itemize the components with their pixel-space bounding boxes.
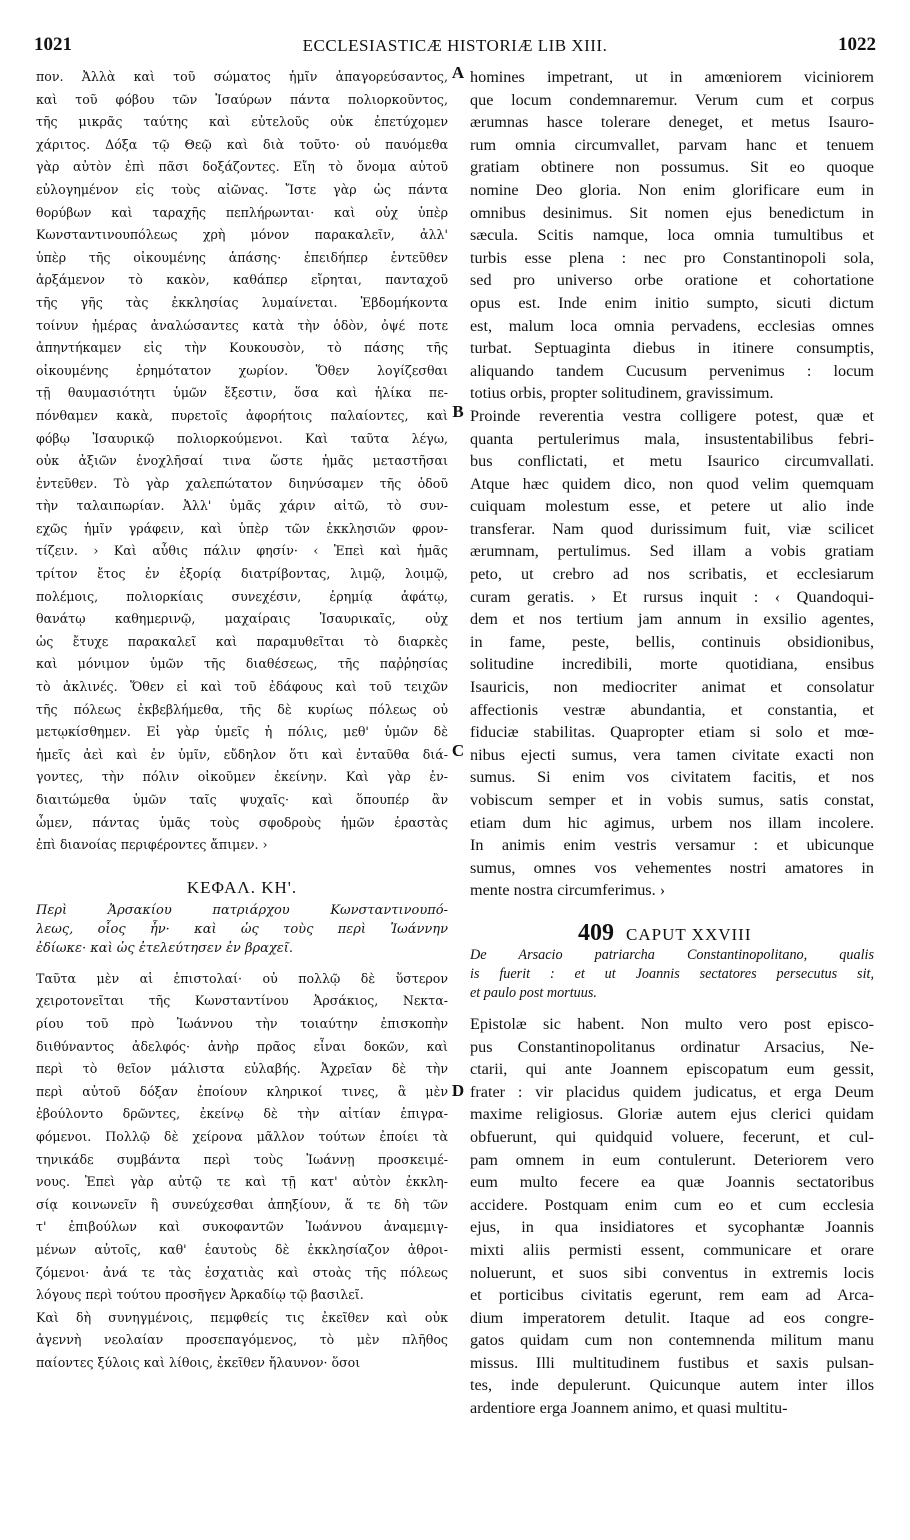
text-line: et paulo post mortuus. xyxy=(470,984,597,1001)
text-line: bus conflictati, et metu Isaurico circumvallati. xyxy=(470,452,874,471)
text-line: mixti aliis permisti essent, communicare et orare xyxy=(470,1240,874,1259)
text-line: cuiquam molestum esse, et petere ut alio inde xyxy=(470,497,874,516)
greek-chapter-title: ΚΕΦΑΛ. ΚΗ'. xyxy=(186,877,298,897)
text-line: Atque hæc quidem dico, non quod velim quemquam xyxy=(470,474,874,493)
text-line: ἐντεῦθεν. Τὸ γὰρ χαλεπώτατον διηνύσαμεν τῆς ὁδοῦ xyxy=(36,475,448,491)
margin-letter-d: D xyxy=(451,1081,465,1100)
text-line: τῆς μικρᾶς ταύτης καὶ εὐτελοῦς οὐκ ἐπετύχομεν xyxy=(36,114,448,130)
text-line: opus est. Inde enim initio sumpto, sicuti dictum xyxy=(470,293,874,312)
text-line: γοντες, τὴν πόλιν οἰκοῦμεν ἐκείνην. Καὶ γὰρ ἐν- xyxy=(36,769,448,785)
margin-letter-a: A xyxy=(451,63,465,82)
text-line: transferar. Nam quod durissimum fuit, viæ scilicet xyxy=(470,519,874,538)
text-line: ἡμεῖς ἀεὶ καὶ ἐν ὑμῖν, εὔδηλον ὅτι καὶ ἐνταῦθα διά- xyxy=(36,746,448,762)
text-line: σίᾳ κοινωνεῖν ἢ συνεύχεσθαι ἀπηξίουν, ἅ τε δὴ τῶν xyxy=(36,1196,448,1212)
text-line: nibus ejecti sumus, vera tamen civitate exacti non xyxy=(470,745,874,764)
text-line: περὶ τὸ θεῖον μάλιστα εὐλαβής. Ἀχρεῖαν δὲ τὴν xyxy=(36,1061,448,1077)
text-line: sumus. Si enim vos civitatem facitis, et nos xyxy=(470,768,874,787)
text-line: gatos quidam cum non contemnenda militum manu xyxy=(470,1331,874,1350)
margin-letter-c: C xyxy=(451,741,465,760)
text-line: gratiam obtinere non possumus. Sit eo quoque xyxy=(470,158,874,177)
text-line: ἐπὶ διανοίας περιφέροντες ἄπιμεν. › xyxy=(36,837,268,853)
text-line: De Arsacio patriarcha Constantinopolitano, qualis xyxy=(470,946,874,963)
text-line: quanta pertulerimus mala, insustentabilibus febri- xyxy=(470,429,874,448)
latin-text-block-2 xyxy=(470,1013,874,1420)
text-line: ἀρξάμενον τὸ κακὸν, καθάπερ εἴρηται, πανταχοῦ xyxy=(36,272,448,288)
text-line: rum omnia circumvallet, parvam hanc et tenuem xyxy=(470,135,874,154)
text-line: τῆς πόλεως ἐκβεβλήμεθα, τῆς δὲ κυρίως πόλεως οὐ xyxy=(36,701,448,717)
text-line: χειροτονεῖται τῆς Κωνσταντίνου Ἀρσάκιος, Νεκτα- xyxy=(36,993,448,1009)
text-line: οἰκουμένης ἐρημότατον χωρίον. Ὅθεν λογίζεσθαι xyxy=(36,362,448,378)
latin-chapter-subtitle xyxy=(470,946,874,1003)
text-line: Epistolæ sic habent. Non multo vero post episco- xyxy=(470,1014,874,1033)
text-line: obfuerunt, qui quidquid voluere, fecerunt, et cul- xyxy=(470,1127,874,1146)
text-line: in fame, peste, bellis, continuis obsidionibus, xyxy=(470,632,874,651)
text-line: frater : vir placidus quidem judicatus, et erga Deum xyxy=(470,1082,874,1101)
running-title: ECCLESIASTICÆ HISTORIÆ LIB XIII. xyxy=(302,36,608,55)
text-line: ἀγεννὴ νεολαίαν προσεπαγόμενος, τὸ μὲν πλῆθος xyxy=(36,1332,448,1348)
text-line: aliquando tandem Cucusum pervenimus : locum xyxy=(470,361,874,380)
text-line: λεως, οἷος ἦν· καὶ ὡς τοὺς περὶ Ἰωάννην xyxy=(36,921,448,937)
text-line: τ' ἐπιβούλων καὶ συκοφαντῶν Ἰωάννου ἀναμεμιγ- xyxy=(36,1219,448,1235)
text-line: Proinde reverentia vestra colligere potest, quæ et xyxy=(470,406,874,425)
text-line: sæcula. Scitis namque, loca omnia tumultibus et xyxy=(470,226,874,245)
text-line: fiduciæ stabilitas. Quapropter etiam si solo et mœ- xyxy=(470,723,874,742)
text-line: περὶ αὐτοῦ δόξαν ἐποίουν κληρικοί τινες, ἃ μὲν xyxy=(36,1083,448,1099)
text-line: que locum condemnaremur. Verum cum et corpus xyxy=(470,90,874,109)
latin-text-block-1 xyxy=(470,66,874,902)
text-line: τῇ θαυμασιότητι ὑμῶν ἔξεστιν, ὅσα καὶ ἡλίκα πε- xyxy=(36,385,448,401)
text-line: accidere. Postquam enim cum eo et cum ecclesia xyxy=(470,1195,874,1214)
greek-chapter-subtitle xyxy=(36,901,448,958)
chapter-number: 409 xyxy=(578,919,614,946)
text-line: dium imperatorem detulit. Itaque ad eos congre- xyxy=(470,1308,874,1327)
text-line: vobiscum semper et in vobis sumus, satis constat, xyxy=(470,791,874,809)
latin-chapter-title: CAPUT XXVIII xyxy=(626,924,752,944)
text-line: μετῳκίσθημεν. Εἰ γὰρ ὑμεῖς ἡ πόλις, μεθ' ὑμῶν δὲ xyxy=(36,724,448,740)
text-line: peto, ut crebro ad nos scribatis, et ecclesiarum xyxy=(470,565,874,584)
text-line: παίοντες ξύλοις καὶ λίθοις, ἐκεῖθεν ἤλαυνον· ὅσοι xyxy=(36,1354,361,1370)
text-line: τρίτον ἔτος ἐν ἐξορίᾳ διατρίβοντας, λιμῷ, λοιμῷ, xyxy=(36,566,448,582)
text-line: turbat. Septuaginta diebus in itinere consumptis, xyxy=(470,339,874,358)
text-line: τοίνυν ἡμέρας ἀναλώσαντες κατὰ τὴν ὁδὸν, ὀψέ ποτε xyxy=(36,317,448,333)
text-line: pam omnem in eum contulerunt. Deteriorem vero xyxy=(470,1150,874,1169)
text-line: mente nostra circumferimus. › xyxy=(470,881,666,900)
text-line: ἀπηντήκαμεν εἰς τὴν Κουκουσὸν, τὸ πάσης τῆς xyxy=(36,340,448,356)
text-line: maxime religiosus. Gloriæ autem ejus clerici quidam xyxy=(470,1105,874,1124)
text-line: ὦμεν, πάντας ὑμᾶς τοὺς σφοδροὺς ἡμῶν ἐραστὰς xyxy=(36,814,448,830)
text-line: curam geratis. › Et rursus inquit : ‹ Quandoqui- xyxy=(470,587,874,606)
margin-letter-b: B xyxy=(452,402,464,421)
text-line: missus. Illi multitudinem fustibus et saxis pulsan- xyxy=(470,1353,874,1372)
text-line: ærumnam, pertulimus. Sed illam a vobis gratiam xyxy=(470,542,874,561)
text-line: is fuerit : et ut Joannis sectatores persecutus sit, xyxy=(470,965,874,982)
text-line: turbis esse plena : nec pro Constantinopoli sola, xyxy=(470,248,874,267)
text-line: eum multo fecere ea quæ Joannis sectatoribus xyxy=(470,1173,874,1192)
text-line: omnibus desinimus. Sit nomen ejus benedictum in xyxy=(470,203,874,222)
text-line: Ταῦτα μὲν αἱ ἐπιστολαί· οὐ πολλῷ δὲ ὕστερον xyxy=(36,970,448,986)
text-line: et porticibus civitatis egerunt, rem eam ad Arca- xyxy=(470,1286,874,1305)
text-line: τὴν ταλαιπωρίαν. Ἀλλ' ὑμᾶς χάριν αἰτῶ, τὸ συν- xyxy=(36,498,448,514)
text-line: φόβῳ Ἰσαυρικῷ πολιορκούμενοι. Καὶ ταῦτα λέγω, xyxy=(36,430,448,446)
text-line: εχῶς ἡμῖν γράφειν, καὶ ὑπὲρ τῶν ἐκκλησιῶν φρον- xyxy=(36,520,448,536)
text-line: In animis enim vestris versamur : et ubicunque xyxy=(470,836,874,855)
text-line: μένων αὐτοῖς, καθ' ἑαυτοὺς δὲ ἐκκλησίαζον ἀθροι- xyxy=(36,1241,448,1257)
latin-column xyxy=(470,66,874,1420)
text-line: διιθύναντος ἀδελφός· ἀνὴρ πρᾶος εἶναι δοκῶν, καὶ xyxy=(36,1038,448,1054)
text-line: θανάτῳ καθημερινῷ, μαχαίραις Ἰσαυρικαῖς, οὐχ xyxy=(36,611,448,627)
text-line: dem et nos tertium jam annum in exsilio agentes, xyxy=(470,610,874,629)
text-line: ρίου τοῦ πρὸ Ἰωάννου τὴν τοιαύτην ἐπισκοπὴν xyxy=(36,1015,448,1031)
text-line: homines impetrant, ut in amœniorem viciniorem xyxy=(470,68,874,86)
text-line: λόγους περὶ τούτου προσῆγεν Ἀρκαδίῳ τῷ βασιλεῖ. xyxy=(36,1287,364,1303)
text-line: ctarii, qui ante Joannem episcopatum eum gessit, xyxy=(470,1060,874,1079)
page-number-left: 1021 xyxy=(34,34,72,55)
text-line: ὡς ἔτυχε παρακαλεῖ καὶ παραμυθεῖται τὸ διαρκὲς xyxy=(36,633,448,649)
text-line: Κωνσταντινουπόλεως χρὴ μόνον παρακαλεῖν, ἀλλ' xyxy=(36,227,448,243)
text-line: διαιτώμεθα ὑμῶν ταῖς ψυχαῖς· καὶ ὅπουπέρ ἂν xyxy=(36,792,448,807)
text-line: εὐλογημένον εἰς τοὺς αἰῶνας. Ἴστε γὰρ ὡς πάντα xyxy=(36,181,448,197)
text-line: solitudine incredibili, morte quotidiana, ensibus xyxy=(470,655,874,674)
greek-text-block-2 xyxy=(36,968,448,1375)
text-line: νους. Ἐπεὶ γὰρ αὐτῷ τε καὶ τῇ κατ' αὐτὸν ἐκκλη- xyxy=(36,1174,448,1190)
text-line: Isauricis, non mediocriter animat et consolatur xyxy=(470,678,874,697)
text-line: totius orbis, propter solitudinem, gravissimum. xyxy=(470,384,774,403)
text-line: ærumnas hasce tolerare deneget, et metus Isauro- xyxy=(470,113,874,132)
text-line: tes, inde depulerunt. Quicunque autem inter illos xyxy=(470,1376,874,1395)
page-number-right: 1022 xyxy=(838,34,876,55)
text-line: sumus, omnes vos vehementes nostri amatores in xyxy=(470,858,874,877)
text-line: θορύβων καὶ ταραχῆς πεπλήρωνται· καὶ οὐχ ὑπὲρ xyxy=(36,204,448,220)
text-line: τῆς γῆς τὰς ἐκκλησίας λυμαίνεται. Ἑβδομήκοντα xyxy=(36,294,448,310)
text-line: etiam dum hic agimus, urbem nos illam incolere. xyxy=(470,813,874,832)
text-line: sed pro universo orbe oratione et cohortatione xyxy=(470,271,874,290)
greek-text-block-1 xyxy=(36,66,448,857)
text-line: affectionis vestræ abundantia, et constantia, et xyxy=(470,700,874,719)
text-line: noluerunt, et suos sibi conventus in extremis locis xyxy=(470,1263,874,1282)
text-line: ζόμενοι· ἀνά τε τὰς ἐσχατιὰς καὶ στοὰς τῆς πόλεως xyxy=(36,1264,448,1280)
text-line: ardentiore erga Joannem animo, et quasi multitu- xyxy=(470,1399,788,1418)
greek-column xyxy=(36,66,448,1374)
text-line: est, malum loca omnia pervadens, ecclesias omnes xyxy=(470,316,874,335)
text-line: πόνθαμεν κακὰ, πυρετοῖς ἀφορήτοις παλαίοντες, καὶ xyxy=(36,407,448,423)
text-line: οὐκ ἀξιῶν ἐνοχλῆσαί τινα ὥστε ἡμᾶς μεταστῆσαι xyxy=(36,453,448,469)
text-line: χάριτος. Δόξα τῷ Θεῷ καὶ διὰ τοῦτο· οὐ παυόμεθα xyxy=(36,136,448,152)
text-line: καὶ μόνιμον ὑμῶν τῆς διαθέσεως, τῆς παῤῥησίας xyxy=(36,656,448,672)
text-line: ejus, in qua insidiatores et sycophantæ Joannis xyxy=(470,1218,874,1237)
text-line: πον. Ἀλλὰ καὶ τοῦ σώματος ἡμῖν ἀπαγορεύσαντος, xyxy=(36,69,448,84)
text-line: nomine Deo gloria. Non enim glorificare eum in xyxy=(470,180,874,199)
text-line: τὸ ἀκλινές. Ὅθεν εἰ καὶ τοῦ ἐδάφους καὶ τοῦ τειχῶν xyxy=(36,679,448,695)
running-header xyxy=(28,34,882,64)
text-line: ἐδίωκε· καὶ ὡς ἐτελεύτησεν ἐν βραχεῖ. xyxy=(36,940,293,956)
latin-chapter-heading xyxy=(470,920,874,946)
text-line: pus Constantinopolitanus ordinatur Arsacius, Ne- xyxy=(470,1037,874,1056)
text-line: Περὶ Ἀρσακίου πατριάρχου Κωνσταντινουπό- xyxy=(36,902,448,918)
text-line: τηνικάδε συμβάντα περὶ τοὺς Ἰωάννῃ προσκειμέ- xyxy=(36,1151,448,1167)
text-line: τίζειν. › Καὶ αὖθις πάλιν φησίν· ‹ Ἐπεὶ καὶ ἡμᾶς xyxy=(36,543,448,559)
text-line: καὶ τοῦ φόβου τῶν Ἰσαύρων πάντα πολιορκοῦντος, xyxy=(36,91,448,107)
text-line: γὰρ αὐτὸν ἐπὶ πᾶσι δοξάζοντες. Εἴη τὸ ὄνομα αὐτοῦ xyxy=(36,159,448,175)
text-line: Καὶ δὴ συνηγμένοις, πεμφθείς τις ἐκεῖθεν καὶ οὐκ xyxy=(36,1309,448,1325)
text-line: φόμενοι. Πολλῷ δὲ χείρονα μᾶλλον τούτων ἐποίει τὰ xyxy=(36,1128,448,1144)
text-line: ἐβούλοντο δρῶντες, ἐκείνῳ δὲ τὴν αἰτίαν ἐπιγρα- xyxy=(36,1106,448,1122)
text-line: ὑπὲρ τῆς οἰκουμένης ἁπάσης· ἐπειδήπερ ἐντεῦθεν xyxy=(36,249,448,265)
text-line: πολέμοις, πολιορκίαις συνεχέσιν, ἐρημίᾳ ἀφάτῳ, xyxy=(36,588,448,604)
